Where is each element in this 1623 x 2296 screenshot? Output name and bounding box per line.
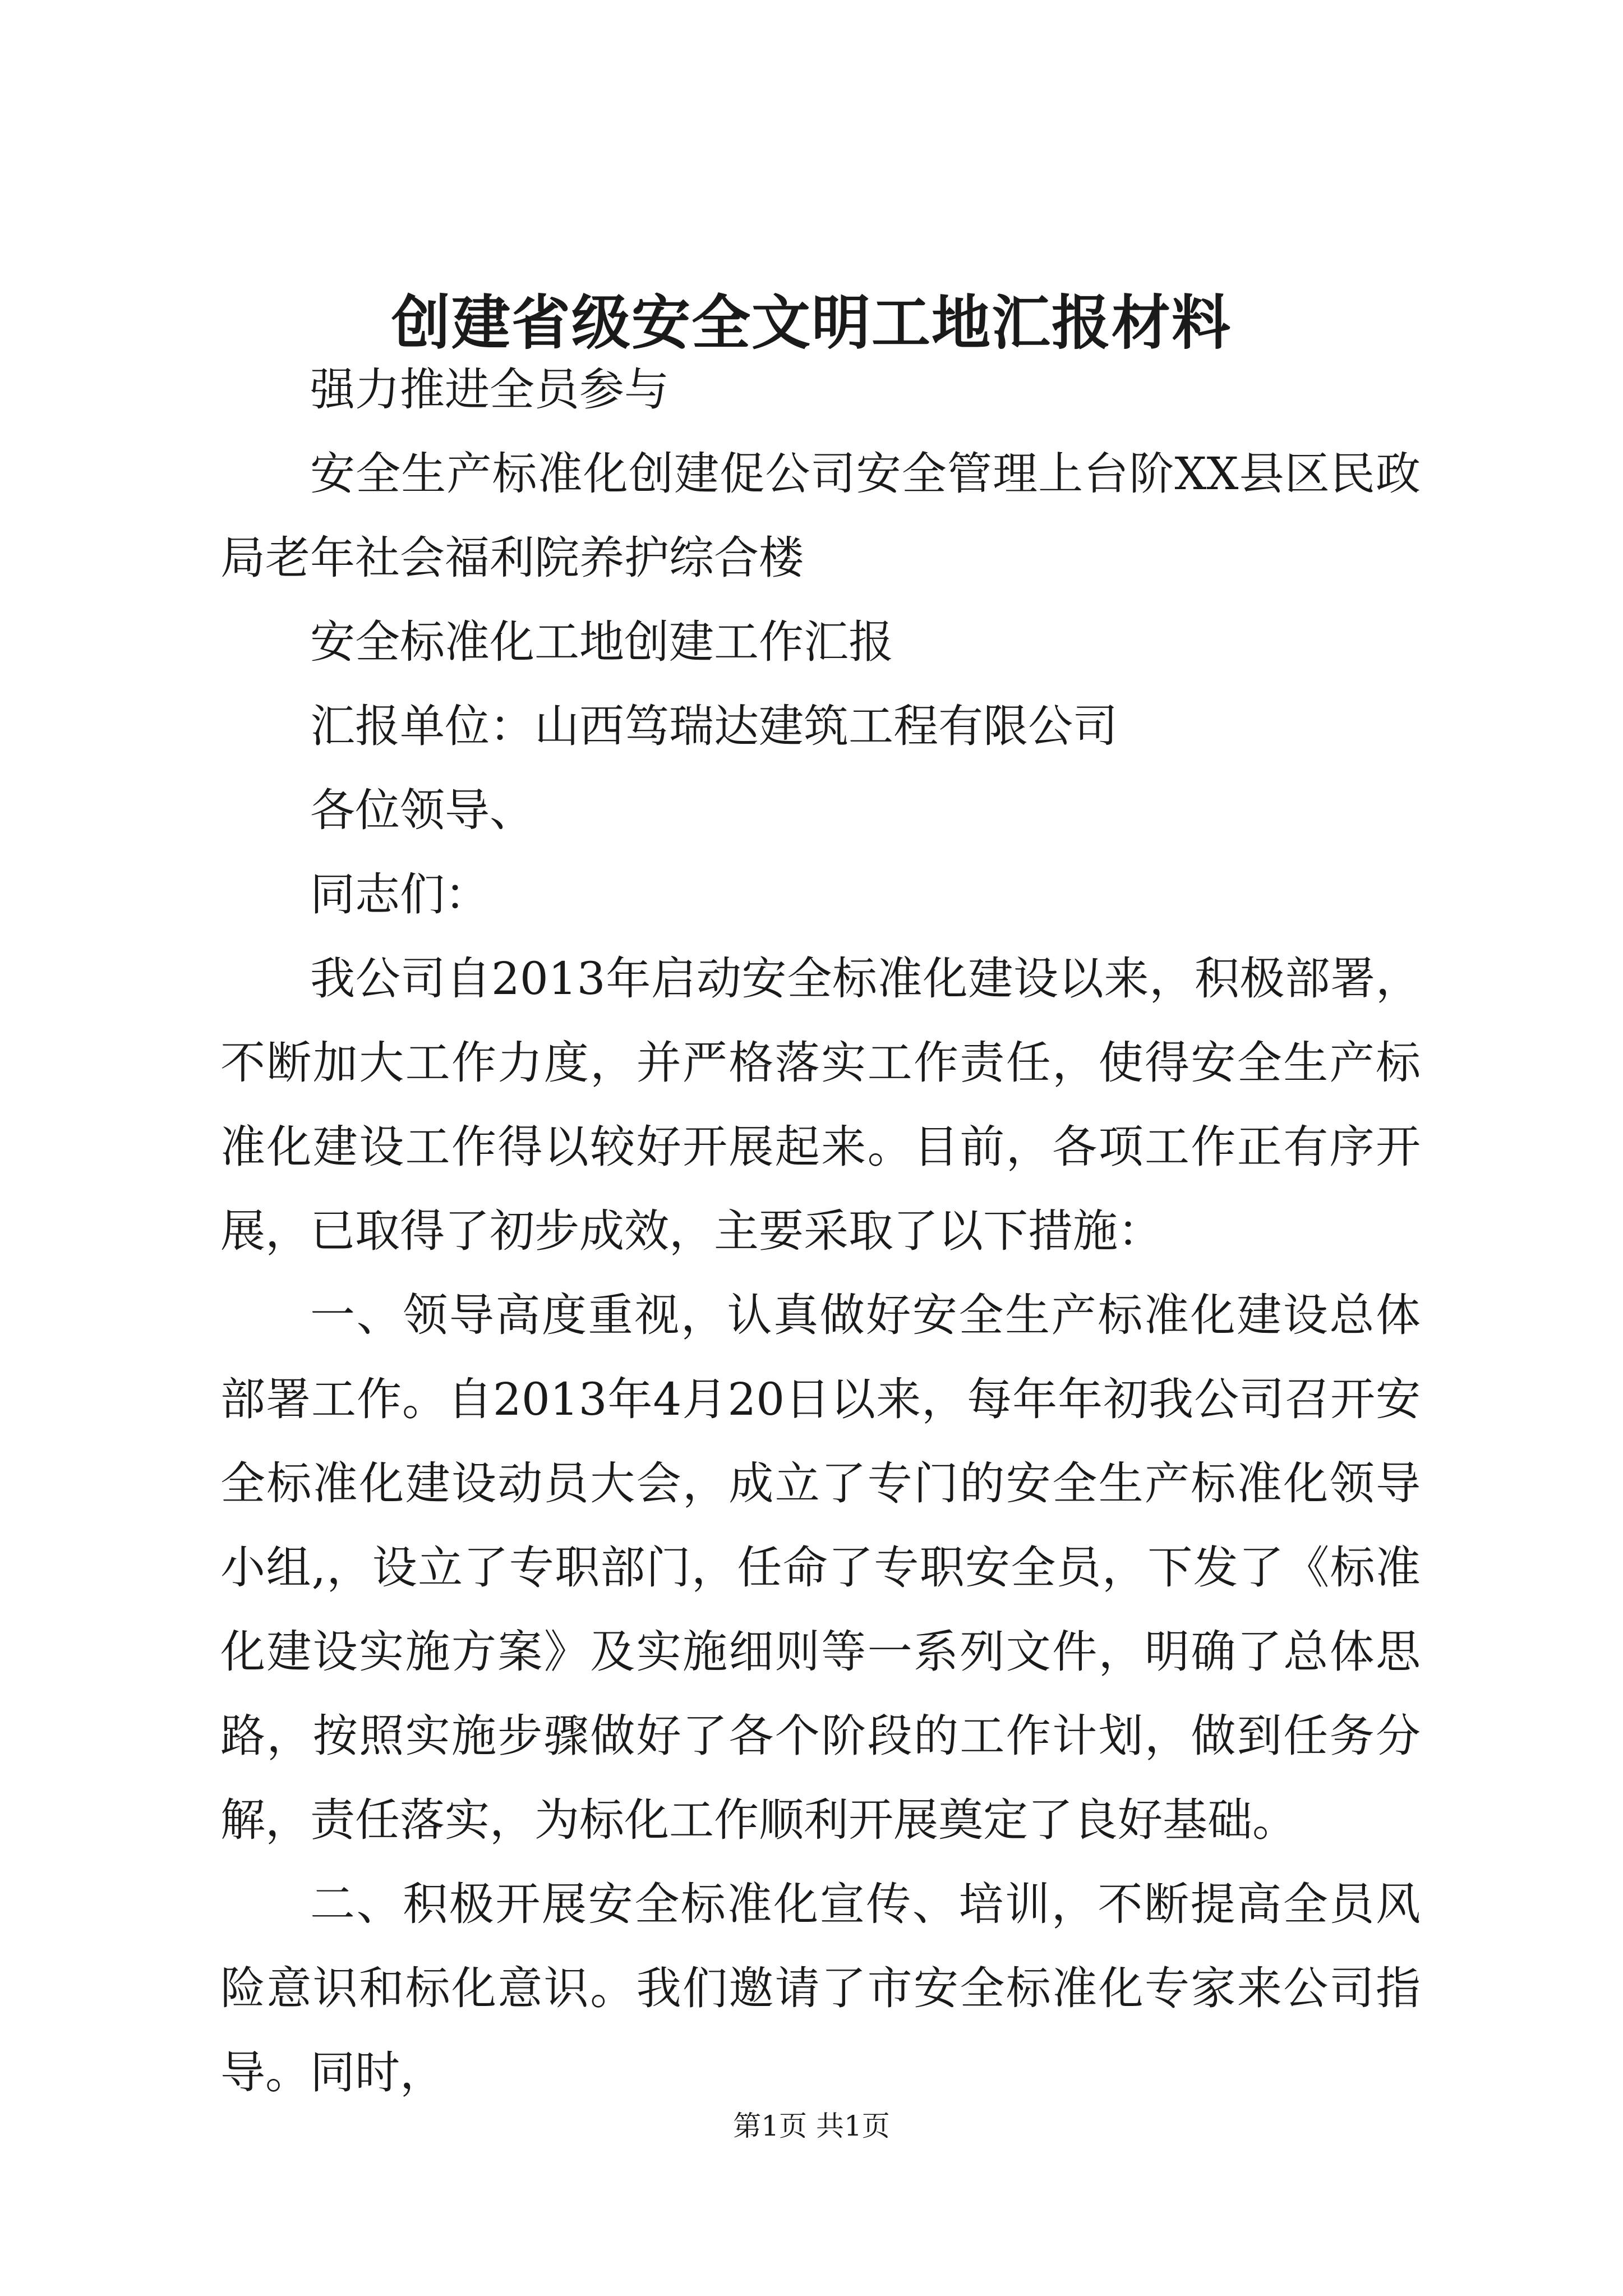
paragraph: 安全标准化工地创建工作汇报: [310, 616, 893, 668]
document-body: [220, 348, 1421, 2115]
paragraph: 汇报单位：山西笃瑞达建筑工程有限公司: [310, 700, 1118, 752]
paragraph: 一、领导高度重视，认真做好安全生产标准化建设总体部署工作。自2013年4月20日以来，每年年初我公司召开安全标准化建设动员大会，成立了专门的安全生产标准化领导小组,，设立了专职部门，任命了专职安全员，下发了《标准化建设实施方案》及实施细则等一系列文件，明确了总体思路，按照实施步骤做好了各个阶段的工作计划，做到任务分解，责任落实，为标化工作顺利开展奠定了良好基础。: [220, 1289, 1421, 1846]
document-title: 创建省级安全文明工地汇报材料: [391, 288, 1232, 357]
paragraph: 安全生产标准化创建促公司安全管理上台阶XX县区民政局老年社会福利院养护综合楼: [220, 448, 1421, 584]
paragraph: 我公司自2013年启动安全标准化建设以来，积极部署，不断加大工作力度，并严格落实工作责任，使得安全生产标准化建设工作得以较好开展起来。目前，各项工作正有序开展，已取得了初步成效，主要采取了以下措施：: [220, 953, 1421, 1257]
paragraph: 强力推进全员参与: [310, 364, 669, 416]
paragraph: 同志们：: [310, 868, 490, 921]
page-footer: 第1页 共1页: [733, 2110, 890, 2142]
paragraph: 二、积极开展安全标准化宣传、培训，不断提高全员风险意识和标化意识。我们邀请了市安全标准化专家来公司指导。同时，: [220, 1878, 1421, 2099]
paragraph: 各位领导、: [310, 784, 534, 836]
